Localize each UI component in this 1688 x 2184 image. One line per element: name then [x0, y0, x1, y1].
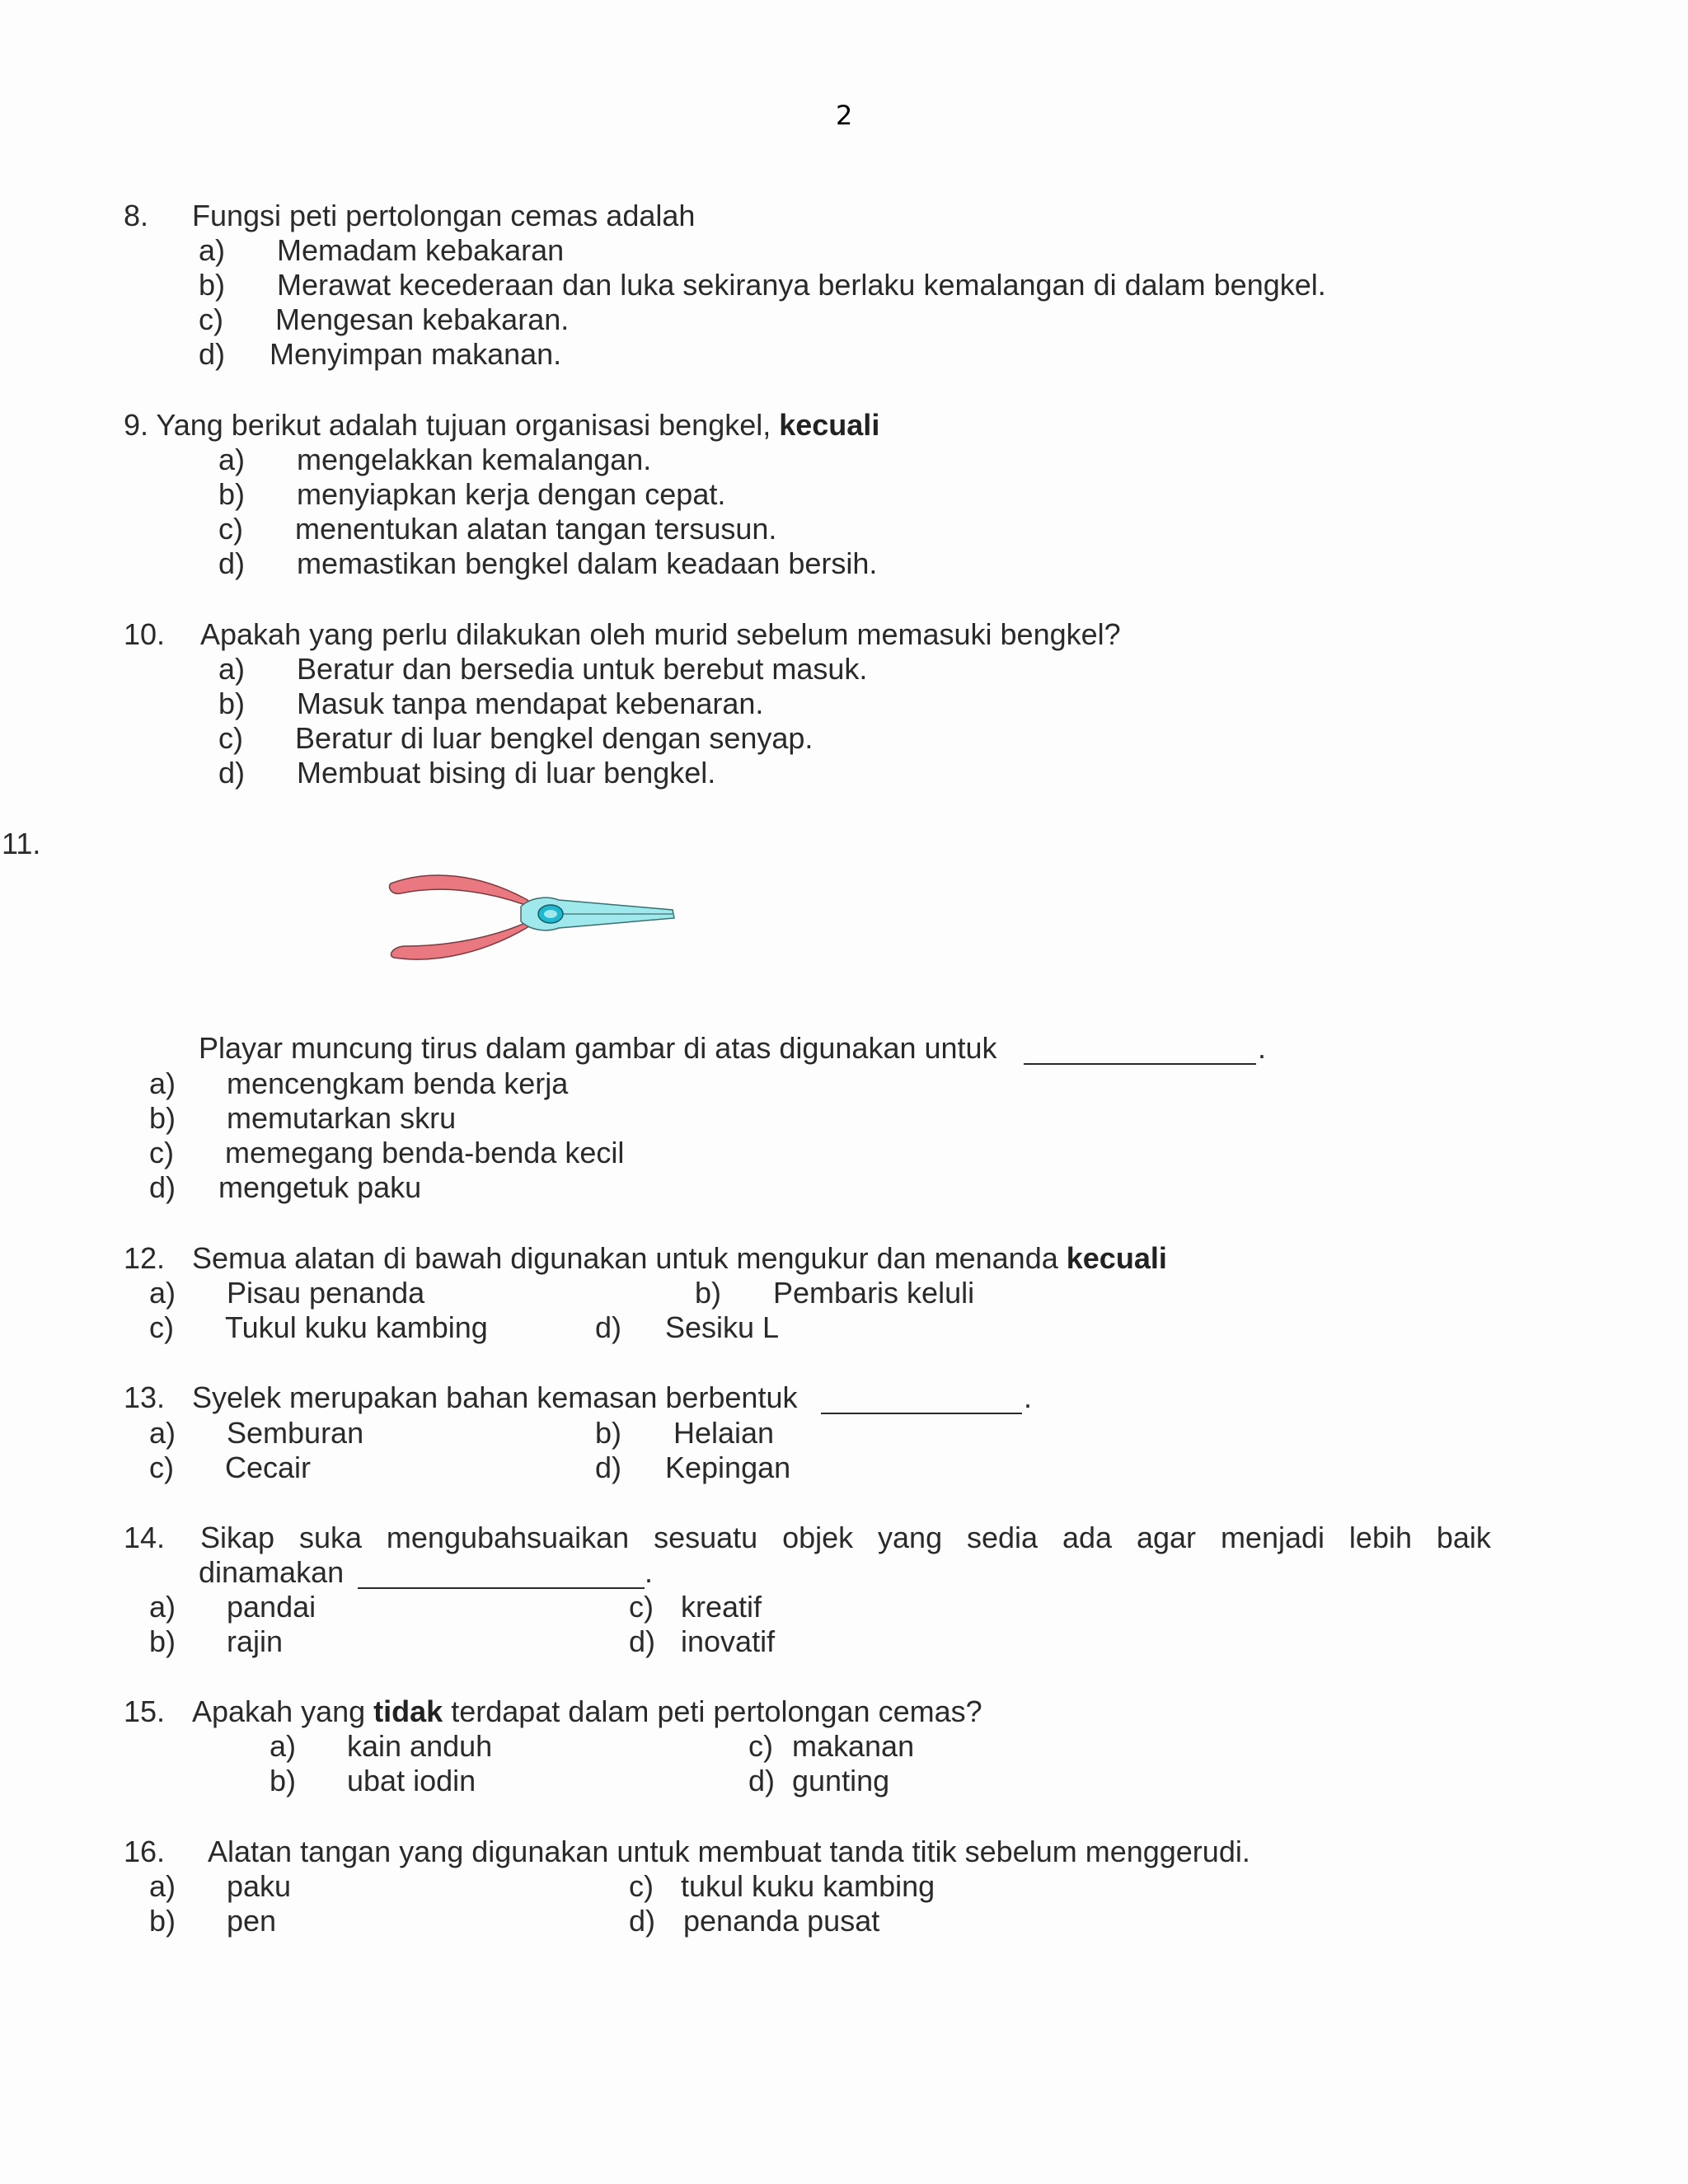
- question-15-stem-end: terdapat dalam peti pertolongan cemas?: [443, 1694, 982, 1728]
- q14-option-d-letter: d): [629, 1624, 656, 1658]
- question-11-period: .: [1258, 1031, 1267, 1065]
- q14-word: suka: [298, 1521, 363, 1554]
- question-14-blank: [358, 1587, 645, 1589]
- q11-option-d-letter: d): [149, 1170, 176, 1204]
- q14-word: Sikap: [200, 1521, 275, 1554]
- question-9-stem: 9. Yang berikut adalah tujuan organisasi bengkel,: [124, 408, 780, 442]
- q12-option-c-letter: c): [149, 1310, 174, 1344]
- q11-option-b-letter: b): [149, 1101, 176, 1135]
- q13-option-b-letter: b): [595, 1416, 622, 1450]
- q10-option-c-letter: c): [218, 721, 243, 755]
- q13-option-c-letter: c): [149, 1451, 174, 1484]
- q9-option-c-text: menentukan alatan tangan tersusun.: [295, 512, 777, 546]
- question-11-blank: [1024, 1063, 1256, 1065]
- q8-option-c-letter: c): [199, 302, 223, 336]
- q14-word: agar: [1136, 1521, 1197, 1554]
- q9-option-b-text: menyiapkan kerja dengan cepat.: [297, 477, 726, 511]
- question-12-stem: Semua alatan di bawah digunakan untuk mengukur dan menanda: [192, 1241, 1067, 1275]
- q14-word: lebih: [1348, 1521, 1412, 1554]
- q10-option-b-text: Masuk tanpa mendapat kebenaran.: [297, 687, 764, 720]
- question-14-line-1: [200, 1523, 1491, 1553]
- q14-option-a-letter: a): [149, 1590, 176, 1624]
- q14-option-c-letter: c): [629, 1590, 654, 1624]
- q15-option-d-text: gunting: [792, 1764, 890, 1797]
- q11-option-c-letter: c): [149, 1136, 174, 1169]
- question-14-number: 14.: [124, 1521, 166, 1554]
- question-15-stem-start: Apakah yang: [192, 1694, 374, 1728]
- q15-option-a-letter: a): [270, 1729, 297, 1763]
- q16-option-b-text: pen: [227, 1904, 277, 1938]
- page-number: 2: [836, 100, 853, 131]
- q13-option-a-text: Semburan: [227, 1416, 364, 1450]
- q9-option-c-letter: c): [218, 512, 243, 546]
- long-nose-pliers-icon: [381, 867, 678, 974]
- q10-option-b-letter: b): [218, 687, 246, 720]
- q10-option-a-text: Beratur dan bersedia untuk berebut masuk.: [297, 652, 868, 686]
- question-13-number: 13.: [124, 1380, 166, 1414]
- question-8-number: 8.: [124, 199, 149, 232]
- q9-option-b-letter: b): [218, 477, 246, 511]
- q14-word: baik: [1436, 1521, 1491, 1554]
- q12-option-d-text: Sesiku L: [665, 1310, 780, 1344]
- q14-word: sesuatu: [654, 1521, 758, 1554]
- question-15-text: [192, 1694, 982, 1728]
- question-15-emphasis: tidak: [373, 1694, 443, 1728]
- q14-option-c-text: kreatif: [681, 1590, 762, 1624]
- q9-option-d-text: memastikan bengkel dalam keadaan bersih.: [297, 546, 878, 580]
- question-14-line-2: dinamakan: [199, 1555, 345, 1589]
- pliers-upper-handle: [390, 875, 535, 908]
- q8-option-d-letter: d): [199, 337, 226, 371]
- question-13-period: .: [1024, 1380, 1033, 1414]
- q12-option-b-text: Pembaris keluli: [773, 1276, 975, 1310]
- question-12-emphasis: kecuali: [1066, 1241, 1167, 1275]
- q9-option-a-text: mengelakkan kemalangan.: [297, 443, 652, 476]
- q8-option-a-letter: a): [199, 233, 226, 267]
- q14-option-b-letter: b): [149, 1624, 176, 1658]
- question-16-number: 16.: [124, 1835, 166, 1868]
- q8-option-b-letter: b): [199, 268, 226, 302]
- q16-option-a-letter: a): [149, 1869, 176, 1903]
- q16-option-d-text: penanda pusat: [683, 1904, 880, 1938]
- question-11-number: 11.: [2, 827, 41, 860]
- question-12-text: [192, 1241, 1167, 1275]
- question-12-number: 12.: [124, 1241, 166, 1275]
- q15-option-c-letter: c): [748, 1729, 773, 1763]
- q16-option-c-text: tukul kuku kambing: [681, 1869, 935, 1903]
- q13-option-d-text: Kepingan: [665, 1451, 791, 1484]
- q10-option-d-text: Membuat bising di luar bengkel.: [297, 756, 716, 790]
- q15-option-a-text: kain anduh: [347, 1729, 493, 1763]
- question-10-text: Apakah yang perlu dilakukan oleh murid sebelum memasuki bengkel?: [200, 617, 1121, 651]
- q14-word: objek: [782, 1521, 854, 1554]
- q14-option-a-text: pandai: [227, 1590, 316, 1624]
- pliers-lower-handle: [391, 918, 536, 959]
- q12-option-a-letter: a): [149, 1276, 176, 1310]
- question-9-emphasis: kecuali: [779, 408, 880, 442]
- q10-option-c-text: Beratur di luar bengkel dengan senyap.: [295, 721, 814, 755]
- q15-option-b-text: ubat iodin: [347, 1764, 476, 1797]
- q8-option-d-text: Menyimpan makanan.: [270, 337, 562, 371]
- question-10-number: 10.: [124, 617, 166, 651]
- q13-option-b-text: Helaian: [673, 1416, 775, 1450]
- q16-option-b-letter: b): [149, 1904, 176, 1938]
- question-11-text: Playar muncung tirus dalam gambar di atas digunakan untuk: [199, 1031, 997, 1065]
- q15-option-c-text: makanan: [792, 1729, 915, 1763]
- q11-option-b-text: memutarkan skru: [227, 1101, 457, 1135]
- question-8-text: Fungsi peti pertolongan cemas adalah: [192, 199, 696, 232]
- question-9-text: [124, 410, 879, 440]
- q11-option-c-text: memegang benda-benda kecil: [225, 1136, 625, 1169]
- q12-option-b-letter: b): [695, 1276, 722, 1310]
- q9-option-a-letter: a): [218, 443, 246, 476]
- q14-word: menjadi: [1220, 1521, 1325, 1554]
- q12-option-c-text: Tukul kuku kambing: [225, 1310, 488, 1344]
- question-15-number: 15.: [124, 1694, 166, 1728]
- q10-option-a-letter: a): [218, 652, 246, 686]
- q13-option-a-letter: a): [149, 1416, 176, 1450]
- q14-word: sedia: [967, 1521, 1039, 1554]
- q10-option-d-letter: d): [218, 756, 246, 790]
- q11-option-a-letter: a): [149, 1066, 176, 1100]
- question-13-blank: [821, 1413, 1022, 1414]
- q8-option-a-text: Memadam kebakaran: [277, 233, 565, 267]
- q13-option-c-text: Cecair: [225, 1451, 312, 1484]
- q16-option-d-letter: d): [629, 1904, 656, 1938]
- q11-option-a-text: mencengkam benda kerja: [227, 1066, 569, 1100]
- q8-option-b-text: Merawat kecederaan dan luka sekiranya berlaku kemalangan di dalam bengkel.: [277, 268, 1326, 302]
- q14-option-d-text: inovatif: [681, 1624, 776, 1658]
- q16-option-a-text: paku: [227, 1869, 292, 1903]
- question-14-period: .: [645, 1555, 654, 1589]
- q13-option-d-letter: d): [595, 1451, 622, 1484]
- q9-option-d-letter: d): [218, 546, 246, 580]
- q14-word: ada: [1062, 1521, 1113, 1554]
- q14-word: mengubahsuaikan: [386, 1521, 630, 1554]
- q15-option-d-letter: d): [748, 1764, 776, 1797]
- question-16-text: Alatan tangan yang digunakan untuk membuat tanda titik sebelum menggerudi.: [208, 1835, 1250, 1868]
- q11-option-d-text: mengetuk paku: [218, 1170, 422, 1204]
- question-13-text: Syelek merupakan bahan kemasan berbentuk: [192, 1380, 798, 1414]
- q8-option-c-text: Mengesan kebakaran.: [275, 302, 570, 336]
- q12-option-a-text: Pisau penanda: [227, 1276, 425, 1310]
- q14-word: yang: [878, 1521, 943, 1554]
- q15-option-b-letter: b): [270, 1764, 297, 1797]
- q12-option-d-letter: d): [595, 1310, 622, 1344]
- q16-option-c-letter: c): [629, 1869, 654, 1903]
- q14-option-b-text: rajin: [227, 1624, 284, 1658]
